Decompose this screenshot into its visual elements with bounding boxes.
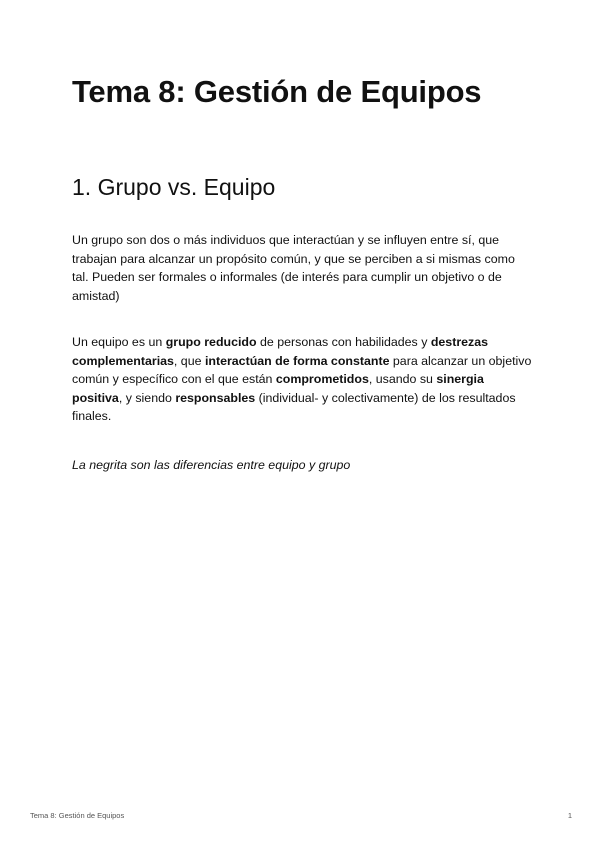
footer-page-number: 1 <box>567 811 572 820</box>
text-run: para alcanzar un objetivo común y específico con el que están <box>72 353 532 386</box>
bold-term: responsables <box>175 390 256 405</box>
text-run: de personas con habilidades y <box>256 335 431 349</box>
bold-term: interactúan de forma constante <box>204 353 390 368</box>
bold-term: sinergia positiva <box>72 372 484 405</box>
footer-title: Tema 8: Gestión de Equipos <box>30 811 125 820</box>
paragraph-grupo-definition: Un grupo son dos o más individuos que interactúan y se influyen entre sí, que trabajan para alcanzar un propósito común, y que se perciben a si mismas como tal. Pueden ser formales o informales (de interés para cumplir un objetivo o de amistad) <box>72 233 515 303</box>
text-run: Un equipo es un <box>72 335 166 349</box>
paragraph-equipo-definition <box>72 333 532 426</box>
text-run: , que <box>173 353 205 368</box>
italic-note: La negrita son las diferencias entre equipo y grupo <box>72 458 351 472</box>
text-run: (individual- y colectivamente) de los resultados finales. <box>72 390 516 423</box>
section-heading: 1. Grupo vs. Equipo <box>72 174 276 200</box>
text-run: , y siendo <box>118 390 176 405</box>
bold-term: destrezas complementarias <box>72 335 489 368</box>
bold-term: grupo reducido <box>165 335 257 349</box>
page-title: Tema 8: Gestión de Equipos <box>72 74 482 109</box>
text-run: , usando su <box>368 372 437 386</box>
bold-term: comprometidos <box>275 372 369 386</box>
